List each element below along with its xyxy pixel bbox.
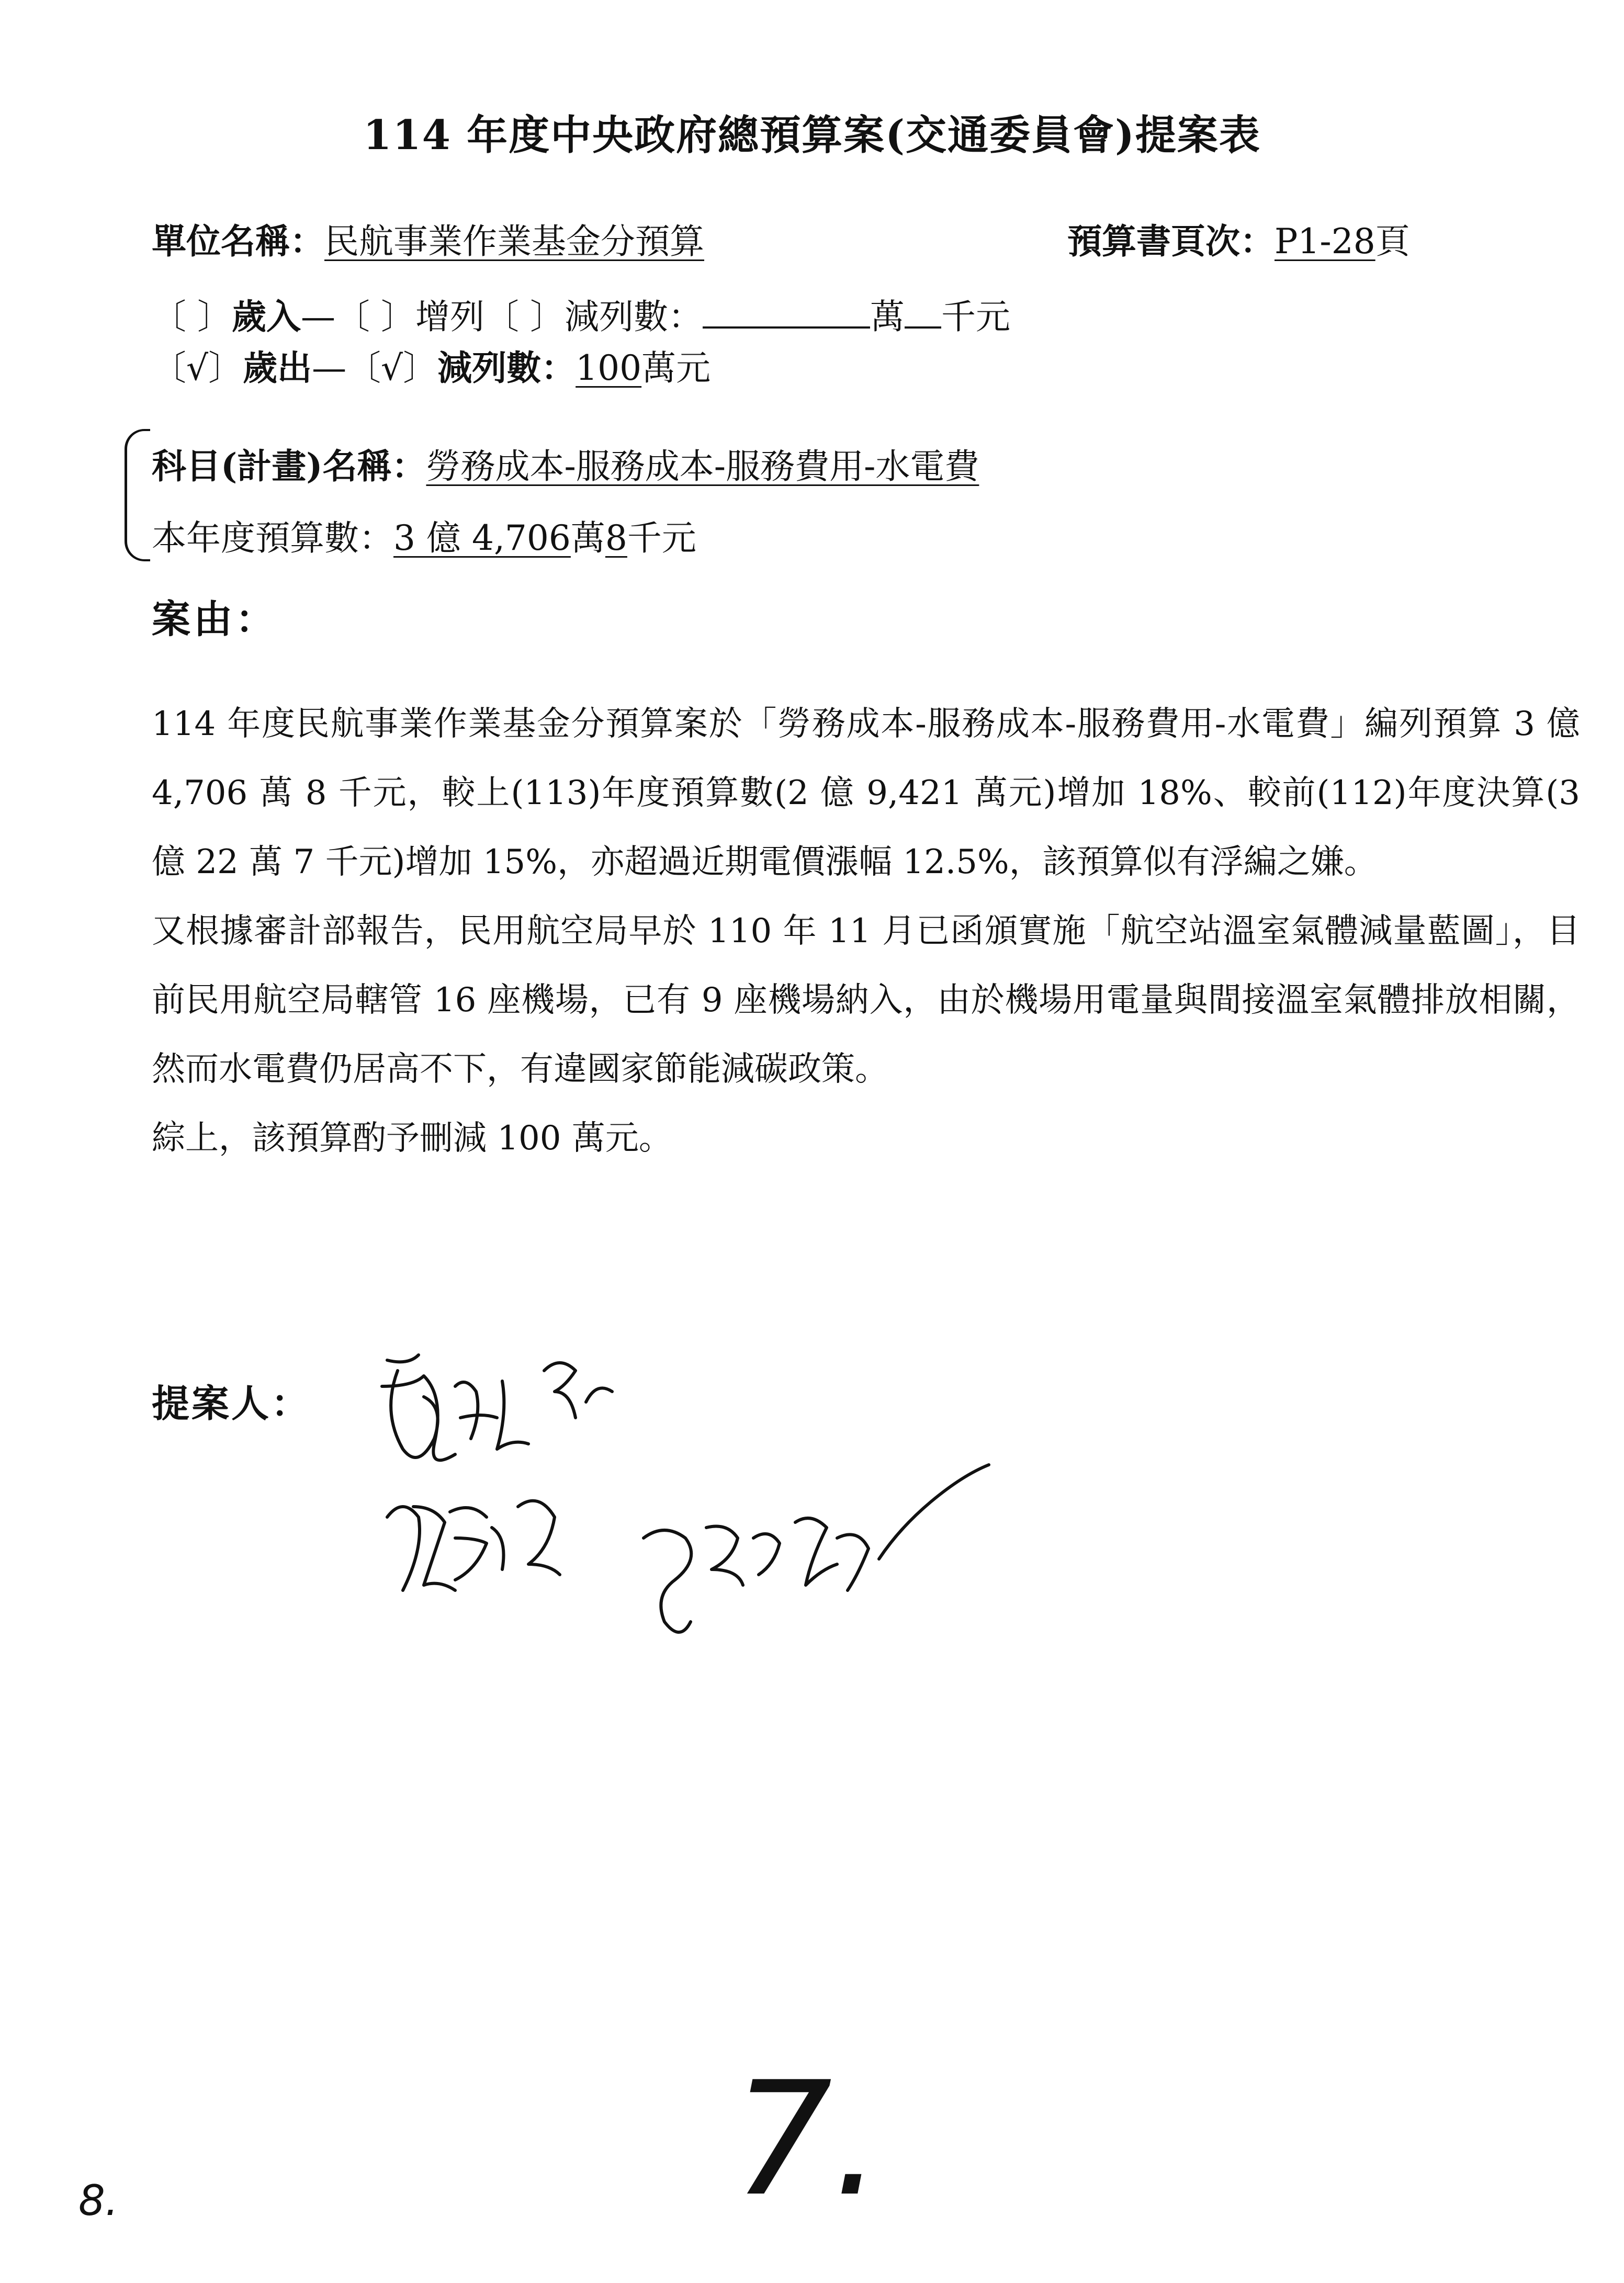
revenue-qian-blank bbox=[905, 295, 941, 329]
revenue-line bbox=[152, 289, 1010, 338]
budget-amount-main: 3 億 4,706 bbox=[393, 518, 571, 558]
page-ref-label: 預算書頁次： bbox=[1067, 221, 1275, 262]
page-ref-row bbox=[1067, 213, 1410, 263]
unit-label: 單位名稱： bbox=[152, 221, 324, 262]
document-title: 114 年度中央政府總預算案(交通委員會)提案表 bbox=[363, 111, 1261, 159]
revenue-increase-checkbox: 〔 〕 bbox=[335, 297, 415, 337]
expense-line bbox=[152, 340, 710, 390]
expense-dash: — bbox=[312, 348, 347, 388]
revenue-increase-label: 增列 bbox=[415, 297, 484, 337]
budget-wan: 萬 bbox=[570, 518, 605, 558]
unit-row bbox=[152, 213, 704, 263]
reason-paragraph: 又根據審計部報告，民用航空局早於 110 年 11 月已函頒實施「航空站溫室氣體減量藍圖」，目前民用航空局轄管 16 座機場，已有 9 座機場納入，由於機場用電量與間接溫室氣體排放相關，然而水電費仍居高不下，有違國家節能減碳政策。 bbox=[152, 912, 1580, 1089]
expense-unit: 萬元 bbox=[641, 348, 711, 388]
handwritten-page-number: 7. bbox=[732, 2048, 883, 2231]
reason-heading: 案由： bbox=[152, 597, 277, 642]
revenue-label: 歲入 bbox=[231, 296, 301, 337]
subject-value: 勞務成本-服務成本-服務費用-水電費 bbox=[426, 446, 979, 487]
proposer-signatures bbox=[366, 1339, 1046, 1705]
expense-decrease-label: 減列數： bbox=[437, 347, 576, 388]
expense-label: 歲出 bbox=[243, 347, 312, 388]
handwritten-corner-mark: 8. bbox=[78, 2176, 119, 2225]
revenue-dash: — bbox=[300, 297, 335, 337]
budget-label: 本年度預算數： bbox=[152, 518, 393, 558]
budget-row bbox=[152, 510, 696, 560]
reason-paragraph: 114 年度民航事業作業基金分預算案於「勞務成本-服務成本-服務費用-水電費」編列預算 3 億 4,706 萬 8 千元，較上(113)年度預算數(2 億 9,421 萬元)增加 18%、較前(112)年度決算(3 億 22 萬 7 千元)增加 15%，亦超過近期電價漲幅 12.5%，該預算似有浮編之嫌。 bbox=[152, 705, 1580, 881]
revenue-amount-blank bbox=[703, 295, 870, 329]
subject-row bbox=[152, 438, 979, 488]
reason-paragraph: 綜上，該預算酌予刪減 100 萬元。 bbox=[152, 1119, 672, 1158]
subject-bracket bbox=[125, 429, 150, 561]
page-ref-value: P1-28 bbox=[1275, 221, 1375, 262]
subject-label: 科目(計畫)名稱： bbox=[152, 446, 426, 487]
expense-checkbox: 〔√〕 bbox=[152, 348, 243, 388]
reason-body bbox=[152, 690, 1580, 1173]
revenue-unit-wan: 萬 bbox=[870, 297, 905, 337]
revenue-decrease-checkbox: 〔 〕 bbox=[484, 297, 565, 337]
revenue-decrease-label: 減列數： bbox=[564, 297, 703, 337]
budget-qian: 千元 bbox=[627, 518, 696, 558]
proposer-label: 提案人： bbox=[152, 1381, 311, 1426]
budget-amount-qian: 8 bbox=[605, 518, 627, 558]
expense-decrease-checkbox: 〔√〕 bbox=[346, 348, 438, 388]
revenue-checkbox: 〔 〕 bbox=[152, 297, 232, 337]
revenue-unit-qian: 千元 bbox=[941, 297, 1010, 337]
page-ref-suffix: 頁 bbox=[1375, 221, 1410, 262]
expense-amount: 100 bbox=[576, 348, 642, 388]
unit-value: 民航事業作業基金分預算 bbox=[324, 221, 704, 262]
